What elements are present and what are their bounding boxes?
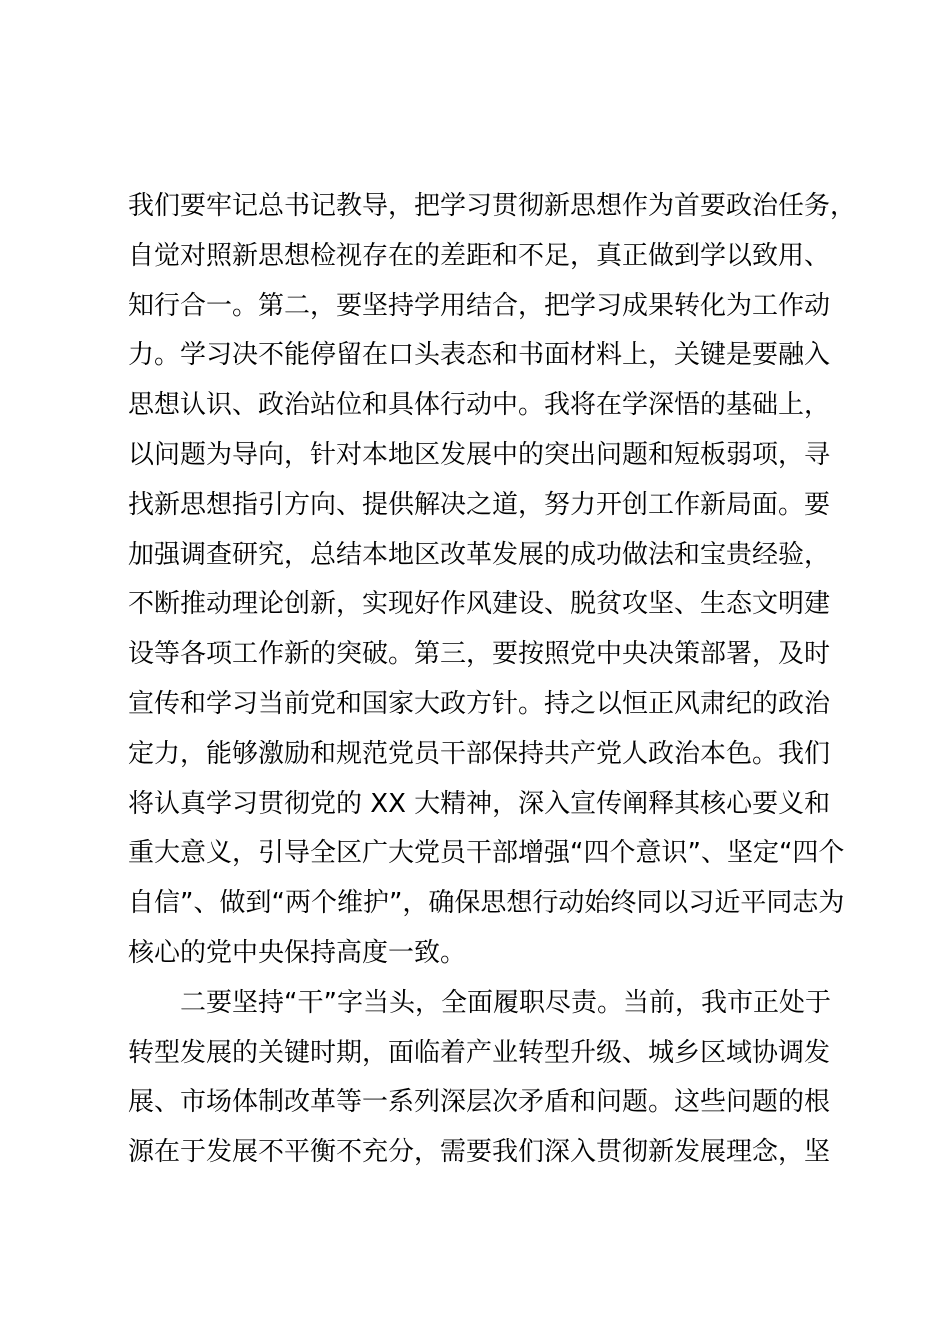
text-line: 将认真学习贯彻党的 XX 大精神，深入宣传阐释其核心要义和 — [128, 788, 831, 819]
text-line: 思想认识、政治站位和具体行动中。我将在学深悟的基础上， — [128, 390, 831, 421]
text-line: 源在于发展不平衡不充分，需要我们深入贯彻新发展理念，坚 — [128, 1137, 831, 1168]
text-line: 自觉对照新思想检视存在的差距和不足，真正做到学以致用、 — [128, 240, 831, 271]
text-line: 知行合一。第二，要坚持学用结合，把学习成果转化为工作动 — [128, 290, 831, 321]
text-line: 自信”、做到“两个维护”，确保思想行动始终同以习近平同志为 — [128, 888, 845, 919]
text-line: 我们要牢记总书记教导，把学习贯彻新思想作为首要政治任务， — [128, 191, 857, 221]
text-line: 设等各项工作新的突破。第三，要按照党中央决策部署，及时 — [128, 639, 831, 670]
text-line: 核心的党中央保持高度一致。 — [128, 937, 467, 968]
text-line: 二要坚持“干”字当头，全面履职尽责。当前，我市正处于 — [128, 987, 831, 1018]
text-line: 以问题为导向，针对本地区发展中的突出问题和短板弱项，寻 — [128, 439, 831, 470]
text-line: 力。学习决不能停留在口头表态和书面材料上，关键是要融入 — [128, 340, 831, 371]
text-line: 转型发展的关键时期，面临着产业转型升级、城乡区域协调发 — [128, 1037, 831, 1068]
text-line: 展、市场体制改革等一系列深层次矛盾和问题。这些问题的根 — [128, 1087, 831, 1118]
text-line: 宣传和学习当前党和国家大政方针。持之以恒正风肃纪的政治 — [128, 688, 831, 719]
text-line: 重大意义，引导全区广大党员干部增强“四个意识”、坚定“四个 — [128, 838, 845, 869]
text-line: 找新思想指引方向、提供解决之道，努力开创工作新局面。要 — [128, 489, 831, 520]
body-text — [128, 182, 857, 1178]
text-line: 定力，能够激励和规范党员干部保持共产党人政治本色。我们 — [128, 738, 831, 769]
text-line: 不断推动理论创新，实现好作风建设、脱贫攻坚、生态文明建 — [128, 589, 831, 620]
text-line: 加强调查研究，总结本地区改革发展的成功做法和宝贵经验， — [128, 539, 831, 570]
